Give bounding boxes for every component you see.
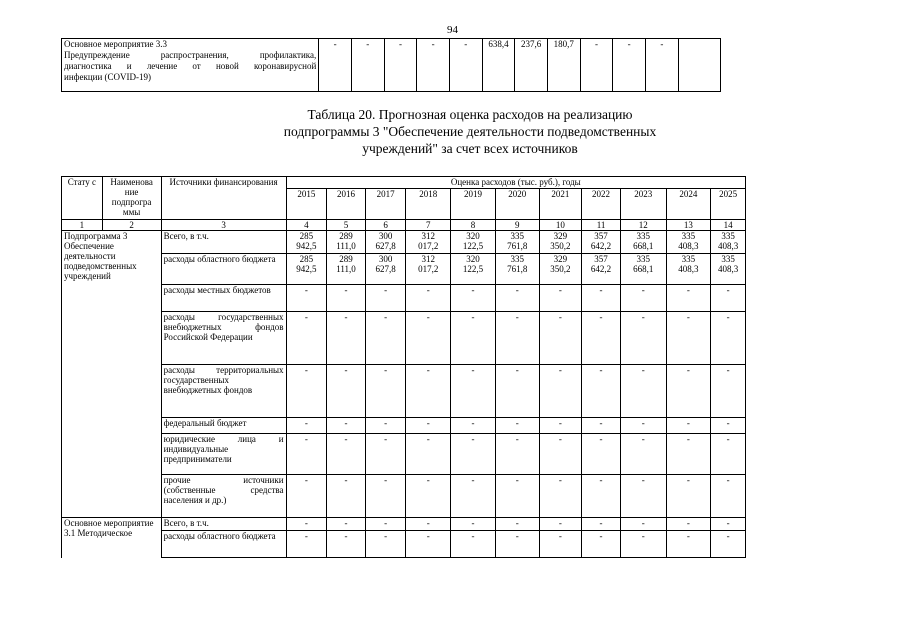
top-continuation-table [61, 38, 721, 92]
value-part: 642,2 [590, 241, 612, 251]
top-row-cell: 638,4 [482, 39, 515, 92]
year-header: 2018 [406, 189, 451, 220]
value-cell: - [327, 475, 366, 518]
value-cell: - [620, 475, 666, 518]
column-number: 11 [582, 220, 621, 231]
value-part: 335 [510, 254, 524, 264]
value-cell: - [666, 518, 711, 531]
top-row-cell: - [580, 39, 613, 92]
value-cell: - [327, 365, 366, 418]
value-cell: - [495, 365, 539, 418]
value-part: 350,2 [550, 241, 571, 251]
value-part: 335 [721, 231, 735, 241]
value-cell [286, 231, 327, 254]
value-cell: - [620, 434, 666, 475]
financing-source: расходы областного бюджета [161, 531, 286, 558]
value-cell: - [286, 531, 327, 558]
value-cell: - [666, 434, 711, 475]
top-row-cell: - [449, 39, 482, 92]
header-status: Стату с [62, 177, 103, 220]
value-cell: - [620, 365, 666, 418]
value-cell: - [495, 434, 539, 475]
value-cell: - [495, 475, 539, 518]
value-cell [451, 231, 496, 254]
value-cell: - [666, 365, 711, 418]
table-row [62, 531, 746, 558]
value-cell: - [451, 518, 496, 531]
financing-source: Всего, в т.ч. [161, 231, 286, 254]
value-cell: - [327, 418, 366, 434]
value-part: 761,8 [507, 264, 528, 274]
column-number: 13 [666, 220, 711, 231]
column-number: 2 [102, 220, 161, 231]
value-cell [539, 254, 582, 285]
value-cell [451, 254, 496, 285]
column-number: 4 [286, 220, 327, 231]
value-cell: - [495, 518, 539, 531]
column-number: 14 [711, 220, 746, 231]
value-cell: - [620, 531, 666, 558]
value-cell: - [711, 312, 746, 365]
value-part: 627,8 [375, 241, 396, 251]
year-header: 2019 [451, 189, 496, 220]
year-header: 2022 [582, 189, 621, 220]
year-header: 2021 [539, 189, 582, 220]
value-cell: - [286, 518, 327, 531]
value-cell: - [406, 312, 451, 365]
value-part: 329 [553, 254, 568, 264]
value-cell: - [620, 285, 666, 312]
page-number: 94 [447, 24, 458, 36]
financing-source: Всего, в т.ч. [161, 518, 286, 531]
value-cell [406, 231, 451, 254]
value-cell: - [539, 531, 582, 558]
table-row [62, 475, 746, 518]
value-part: 335 [681, 254, 696, 264]
top-row-label-line: Предупреждение распространения, профилактика, [64, 50, 317, 60]
value-cell: - [327, 285, 366, 312]
value-part: 289 [339, 254, 353, 264]
value-cell: - [406, 434, 451, 475]
value-part: 942,5 [296, 241, 317, 251]
value-cell: - [495, 312, 539, 365]
title-line: Таблица 20. Прогнозная оценка расходов на реализацию [307, 107, 633, 122]
value-part: 357 [594, 231, 608, 241]
value-part: 320 [466, 254, 480, 264]
year-header: 2017 [365, 189, 406, 220]
value-part: 408,3 [718, 264, 739, 274]
value-cell: - [286, 312, 327, 365]
value-cell: - [365, 365, 406, 418]
value-cell [286, 254, 327, 285]
top-row-cell: - [613, 39, 646, 92]
value-cell: - [495, 531, 539, 558]
financing-source: расходы государственных внебюджетных фондов Российской Федерации [161, 312, 286, 365]
value-cell: - [451, 365, 496, 418]
value-part: 335 [681, 231, 696, 241]
header-sources: Источники финансирования [161, 177, 286, 220]
value-cell: - [539, 518, 582, 531]
value-part: 627,8 [375, 264, 396, 274]
value-cell [365, 231, 406, 254]
value-cell: - [539, 312, 582, 365]
value-cell [327, 231, 366, 254]
top-row-cell: 180,7 [547, 39, 580, 92]
year-header: 2023 [620, 189, 666, 220]
top-row-cell-empty [678, 39, 720, 92]
value-cell: - [582, 418, 621, 434]
column-number: 6 [365, 220, 406, 231]
value-cell: - [286, 365, 327, 418]
value-part: 668,1 [633, 241, 654, 251]
value-cell: - [365, 312, 406, 365]
value-cell: - [451, 531, 496, 558]
value-cell: - [539, 475, 582, 518]
value-cell: - [582, 312, 621, 365]
year-header: 2025 [711, 189, 746, 220]
table-row [62, 434, 746, 475]
value-part: 408,3 [678, 241, 699, 251]
financing-source: юридические лица и индивидуальные предприниматели [161, 434, 286, 475]
value-part: 289 [339, 231, 353, 241]
value-cell: - [365, 418, 406, 434]
year-header: 2020 [495, 189, 539, 220]
value-cell [539, 231, 582, 254]
value-part: 300 [378, 231, 393, 241]
value-part: 408,3 [678, 264, 699, 274]
value-part: 942,5 [296, 264, 317, 274]
value-part: 122,5 [462, 241, 484, 251]
table-title [180, 106, 760, 157]
value-part: 335 [636, 231, 650, 241]
value-cell: - [406, 518, 451, 531]
value-cell: - [582, 518, 621, 531]
value-part: 350,2 [550, 264, 571, 274]
value-cell: - [286, 418, 327, 434]
value-cell: - [666, 418, 711, 434]
row-status-label: Подпрограмма 3 Обеспечение деятельности подведомственных учреждений [62, 231, 162, 518]
top-row-cell: - [351, 39, 384, 92]
value-cell: - [495, 418, 539, 434]
value-part: 761,8 [507, 241, 528, 251]
value-part: 300 [378, 254, 393, 264]
value-cell: - [539, 418, 582, 434]
value-cell: - [451, 418, 496, 434]
value-cell: - [451, 434, 496, 475]
value-part: 122,5 [462, 264, 484, 274]
value-cell: - [711, 365, 746, 418]
value-cell: - [406, 365, 451, 418]
value-cell: - [365, 531, 406, 558]
value-part: 335 [721, 254, 735, 264]
value-part: 111,0 [336, 264, 356, 274]
value-part: 335 [636, 254, 650, 264]
value-part: 408,3 [718, 241, 739, 251]
top-row-cell: - [319, 39, 352, 92]
header-estimate: Оценка расходов (тыс. руб.), годы [286, 177, 745, 189]
value-part: 357 [594, 254, 608, 264]
value-cell: - [711, 285, 746, 312]
top-row-label-line: Основное мероприятие 3.3 [64, 39, 167, 49]
value-part: 285 [299, 254, 314, 264]
top-row-cell: - [645, 39, 678, 92]
table-row [62, 231, 746, 254]
value-cell: - [582, 475, 621, 518]
financing-source: расходы территориальных государственных внебюджетных фондов [161, 365, 286, 418]
table-row [62, 365, 746, 418]
financing-source: расходы местных бюджетов [161, 285, 286, 312]
value-cell: - [666, 531, 711, 558]
column-number: 8 [451, 220, 496, 231]
value-cell: - [451, 312, 496, 365]
value-cell: - [711, 518, 746, 531]
value-part: 329 [553, 231, 568, 241]
value-cell [365, 254, 406, 285]
value-cell: - [327, 531, 366, 558]
value-cell: - [620, 418, 666, 434]
value-cell: - [620, 518, 666, 531]
top-row-cell: - [384, 39, 417, 92]
value-cell [406, 254, 451, 285]
value-part: 312 [421, 231, 436, 241]
column-number: 1 [62, 220, 103, 231]
value-cell: - [711, 418, 746, 434]
financing-source: федеральный бюджет [161, 418, 286, 434]
value-cell: - [406, 285, 451, 312]
financing-source: прочие источники (собственные средства населения и др.) [161, 475, 286, 518]
value-part: 312 [421, 254, 436, 264]
title-line: учреждений" за счет всех источников [362, 141, 578, 156]
table-row [62, 285, 746, 312]
value-cell: - [666, 312, 711, 365]
value-cell [495, 254, 539, 285]
value-cell: - [495, 285, 539, 312]
row-status-label: Основное мероприятие 3.1 Методическое [62, 518, 162, 558]
value-cell [582, 231, 621, 254]
value-cell: - [451, 285, 496, 312]
value-cell [711, 254, 746, 285]
value-cell: - [406, 475, 451, 518]
value-cell: - [327, 518, 366, 531]
year-header: 2015 [286, 189, 327, 220]
year-header: 2024 [666, 189, 711, 220]
value-part: 285 [299, 231, 314, 241]
value-cell: - [666, 285, 711, 312]
value-cell: - [711, 531, 746, 558]
value-cell [327, 254, 366, 285]
table-row [62, 254, 746, 285]
value-part: 111,0 [336, 241, 356, 251]
value-part: 017,2 [418, 264, 439, 274]
column-number: 7 [406, 220, 451, 231]
value-cell: - [582, 434, 621, 475]
value-cell: - [451, 475, 496, 518]
value-cell: - [582, 285, 621, 312]
header-name: Наименова ние подпрогра ммы [102, 177, 161, 220]
top-row-label [62, 39, 319, 92]
column-number: 3 [161, 220, 286, 231]
year-header: 2016 [327, 189, 366, 220]
value-cell: - [539, 434, 582, 475]
value-cell: - [582, 531, 621, 558]
column-number: 12 [620, 220, 666, 231]
column-number: 9 [495, 220, 539, 231]
value-cell: - [327, 434, 366, 475]
value-cell [711, 231, 746, 254]
value-part: 335 [510, 231, 524, 241]
value-cell: - [406, 531, 451, 558]
title-line: подпрограммы 3 "Обеспечение деятельности подведомственных [283, 124, 657, 139]
value-cell: - [620, 312, 666, 365]
value-cell: - [539, 365, 582, 418]
value-part: 642,2 [590, 264, 612, 274]
financing-source: расходы областного бюджета [161, 254, 286, 285]
value-cell: - [711, 434, 746, 475]
value-cell: - [365, 285, 406, 312]
value-cell: - [286, 434, 327, 475]
value-cell: - [365, 518, 406, 531]
value-cell: - [582, 365, 621, 418]
value-cell: - [539, 285, 582, 312]
value-cell [666, 254, 711, 285]
value-cell [620, 231, 666, 254]
value-cell: - [286, 285, 327, 312]
column-number: 10 [539, 220, 582, 231]
value-cell: - [327, 312, 366, 365]
table-row [62, 312, 746, 365]
expense-forecast-table [61, 176, 746, 558]
value-part: 017,2 [418, 241, 439, 251]
value-part: 668,1 [633, 264, 654, 274]
value-cell [582, 254, 621, 285]
top-row-label-line: инфекции (COVID-19) [64, 72, 152, 82]
table-row [62, 418, 746, 434]
top-row-label-line: диагностика и лечение от новой коронавирусной [64, 61, 317, 71]
value-cell: - [365, 434, 406, 475]
top-row-cell: - [417, 39, 450, 92]
column-numbers-row [62, 220, 746, 231]
value-cell [495, 231, 539, 254]
value-cell [620, 254, 666, 285]
value-cell: - [286, 475, 327, 518]
value-cell: - [365, 475, 406, 518]
value-part: 320 [466, 231, 480, 241]
value-cell [666, 231, 711, 254]
top-row-cell: 237,6 [515, 39, 548, 92]
table-row [62, 518, 746, 531]
column-number: 5 [327, 220, 366, 231]
value-cell: - [406, 418, 451, 434]
value-cell: - [711, 475, 746, 518]
value-cell: - [666, 475, 711, 518]
